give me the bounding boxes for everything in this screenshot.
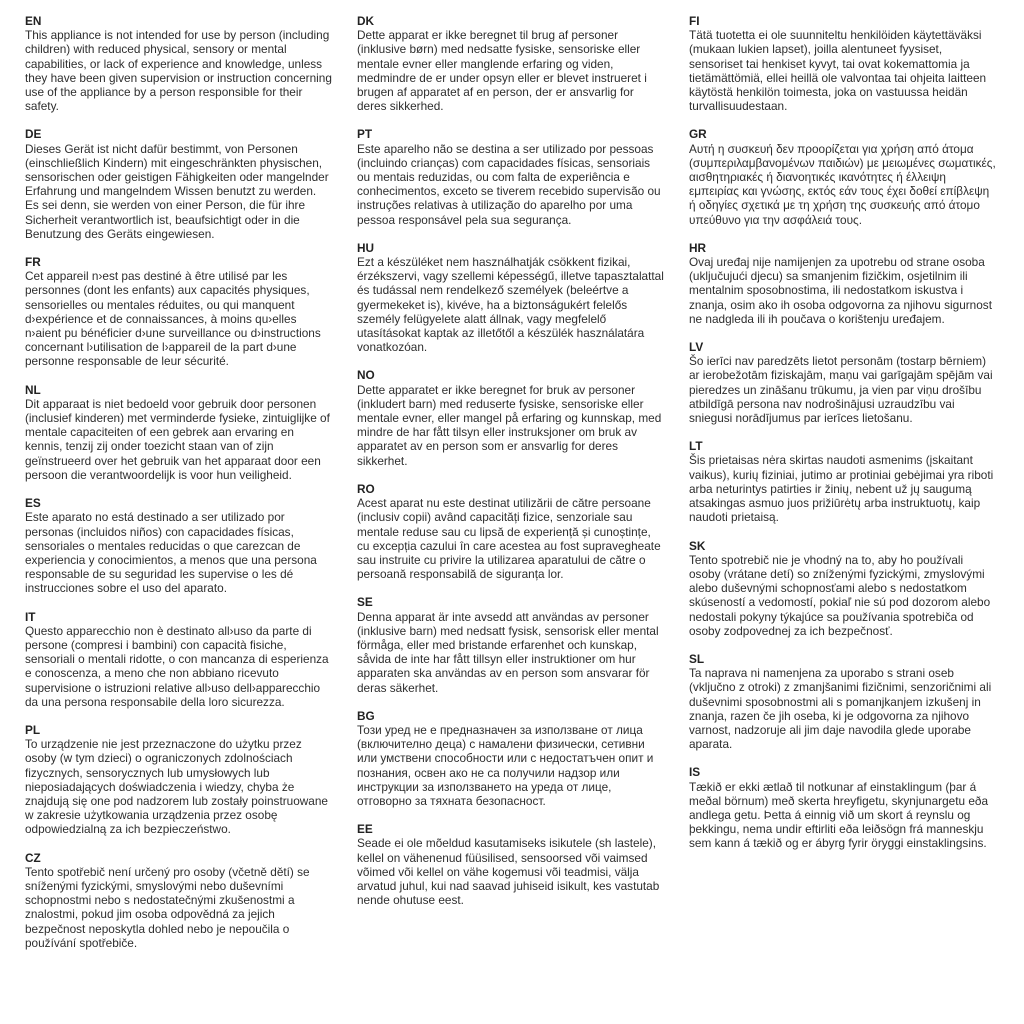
- language-text: Seade ei ole mõeldud kasutamiseks isikutele (sh lastele), kellel on vähenenud füüsilised, sensoorsed või vaimsed võimed või kellel on vähe kogemusi või teadmisi, välja arvatud juhul, kui nad saavad juhiseid isikult, kes vastutab nende ohutuse eest.: [357, 836, 660, 908]
- language-block-se: [357, 595, 665, 694]
- language-block-pl: [25, 723, 333, 837]
- language-code: LV: [689, 340, 704, 355]
- text-columns: [25, 14, 1012, 964]
- language-block-sl: [689, 652, 997, 751]
- language-text: Tento spotrebič nie je vhodný na to, aby ho používali osoby (vrátane detí) so zníženými fyzickými, zmyslovými alebo duševnými schopnosťami alebo s nedostatkom skúseností a vedomostí, pokiaľ nie sú pod dozorom alebo nedostali pokyny týkajúce sa používania spotrebiča od osoby zodpovednej za ich bezpečnosť.: [689, 552, 991, 638]
- language-block-nl: [25, 383, 333, 482]
- language-code: EN: [25, 14, 42, 28]
- language-code: NL: [25, 382, 41, 397]
- language-code: PT: [357, 127, 373, 142]
- language-block-ro: [357, 482, 665, 581]
- language-text: Denna apparat är inte avsedd att användas av personer (inklusive barn) med nedsatt fysisk, sensorisk eller mental förmåga, eller med bristande erfarenhet och kunskap, såvida de inte har fått tillsyn eller instruktioner om hur apparaten ska användas av en person som ansvarar för deras säkerhet.: [357, 609, 659, 695]
- language-block-ee: [357, 822, 665, 907]
- language-block-lt: [689, 439, 997, 524]
- language-code: HR: [689, 240, 707, 255]
- language-code: DE: [25, 127, 42, 142]
- column-1: [25, 14, 333, 964]
- language-text: Dit apparaat is niet bedoeld voor gebruik door personen (inclusief kinderen) met verminderde fysieke, zintuiglijke of mentale capaciteiten of een gebrek aan ervaring en kennis, tenzij zij onder toezicht staan van of zijn geïnstrueerd over het gebruik van het apparaat door een persoon die verantwoordelijk is voor hun veiligheid.: [25, 396, 330, 482]
- language-code: EE: [357, 822, 373, 837]
- language-block-es: [25, 496, 333, 595]
- language-block-fi: [689, 14, 997, 113]
- language-block-no: [357, 368, 665, 467]
- language-text: Tækið er ekki ætlað til notkunar af einstaklingum (þar á meðal börnum) með skerta hreyfigetu, skynjunargetu eða andlega getu. Þetta á einnig við um skort á reynslu og þekkingu, nema undir eftirliti eða leiðsögn frá manneskju sem kann á tækið og er ábyrg fyrir öryggi einstaklingsins.: [689, 779, 989, 851]
- language-block-dk: [357, 14, 665, 113]
- language-code: SE: [357, 595, 373, 610]
- language-block-en: [25, 14, 333, 113]
- language-text: Cet appareil n›est pas destiné à être utilisé par les personnes (dont les enfants) aux capacités physiques, sensorielles ou mentales réduites, ou qui manquent d›expérience et de connaissances, à moins qu›elles n›aient pu bénéficier d›une surveillance ou d›instructions concernant l›utilisation de l›appareil de la part d›une personne responsable de leur sécurité.: [25, 269, 321, 369]
- language-text: Este aparato no está destinado a ser utilizado por personas (incluidos niños) con capacidades físicas, sensoriales o mentales reducidas o que carezcan de experiencia y conocimientos, a menos que una persona responsable de su seguridad les supervise o les dé instrucciones sobre el uso del aparato.: [25, 510, 317, 596]
- language-block-is: [689, 765, 997, 850]
- language-text: This appliance is not intended for use by person (including children) with reduced physical, sensory or mental capabilities, or lack of experience and knowledge, unless they have been given supervision or instruction concerning use of the appliance by a person responsible for their safety.: [25, 28, 332, 114]
- language-code: IS: [689, 765, 701, 780]
- language-block-sk: [689, 539, 997, 638]
- language-text: Dette apparatet er ikke beregnet for bruk av personer (inkludert barn) med reduserte fysiske, sensoriske eller mentale evner, eller mangel på erfaring og kunnskap, med mindre de har fått tilsyn eller instruksjoner om bruk av apparatet av en person som er ansvarlig for deres sikkerhet.: [357, 382, 662, 468]
- language-block-cz: [25, 851, 333, 950]
- language-block-lv: [689, 340, 997, 425]
- language-code: ES: [25, 496, 41, 511]
- language-code: SL: [689, 651, 705, 666]
- language-block-it: [25, 610, 333, 709]
- language-text: Este aparelho não se destina a ser utilizado por pessoas (incluindo crianças) com capacidades físicas, sensoriais ou mentais reduzidas, ou com falta de experiência e conhecimentos, exceto se tiverem recebido supervisão ou instruções relativas à utilização do aparelho por uma pessoa responsável pela sua segurança.: [357, 141, 661, 227]
- language-text: Tento spotřebič není určený pro osoby (včetně dětí) se sníženými fyzickými, smyslovými nebo duševními schopnostmi nebo s nedostatečnými zkušenostmi a znalostmi, pokud jim osoba odpovědná za jejich bezpečnost neposkytla dohled nebo je nepoučila o používání spotřebiče.: [25, 864, 310, 950]
- language-text: To urządzenie nie jest przeznaczone do użytku przez osoby (w tym dzieci) o ograniczonych zdolnościach fizycznych, sensorycznych lub umysłowych lub nieposiadających doświadczenia i wiedzy, chyba że znajdują się one pod nadzorem lub zostały poinstruowane w zakresie użytkowania urządzenia przez osobę odpowiedzialną za ich bezpieczeństwo.: [25, 737, 328, 837]
- language-text: Dette apparat er ikke beregnet til brug af personer (inklusive børn) med nedsatte fysiske, sensoriske eller mentale evner eller manglende erfaring og viden, medmindre de er under opsyn eller er blevet instrueret i brugen af apparatet af en person, der er ansvarlig for deres sikkerhed.: [357, 28, 647, 114]
- language-text: Šo ierīci nav paredzēts lietot personām (tostarp bērniem) ar ierobežotām fiziskajām, maņu vai garīgajām spējām vai pieredzes un zināšanu trūkumu, ja vien par viņu drošību atbildīgā persona nav nodrošinājusi uzraudzību vai sniegusi norādījumus par ierīces lietošanu.: [689, 354, 993, 426]
- language-code: FI: [689, 14, 700, 28]
- language-code: CZ: [25, 850, 41, 865]
- language-text: Ezt a készüléket nem használhatják csökkent fizikai, érzékszervi, vagy szellemi képességű, illetve tapasztalattal és tudással nem rendelkező személyek (beleértve a gyermekeket is), kivéve, ha a biztonságukért felelős személy felügyelete alatt állnak, vagy megfelelő utasításokat kaptak az illetőtől a készülék használatára vonatkozóan.: [357, 255, 664, 355]
- language-block-fr: [25, 255, 333, 369]
- language-block-hu: [357, 241, 665, 355]
- column-2: [357, 14, 665, 964]
- language-code: RO: [357, 481, 375, 496]
- language-text: Šis prietaisas nėra skirtas naudoti asmenims (įskaitant vaikus), kurių fiziniai, jutimo ar protiniai gebėjimai yra riboti arba neturintys patirties ir žinių, nebent už jų saugumą atsakingas asmuo juos prižiūrėtų arba instruktuotų, kaip naudoti prietaisą.: [689, 453, 994, 525]
- language-code: LT: [689, 439, 703, 454]
- language-code: PL: [25, 722, 41, 737]
- language-text: Acest aparat nu este destinat utilizării de către persoane (inclusiv copii) având capacități fizice, senzoriale sau mentale reduse sau cu lipsă de experiență și cunoștințe, cu excepția cazului în care acestea au fost supravegheate sau instruite cu privire la utilizarea aparatului de către o persoană responsabilă de siguranța lor.: [357, 496, 661, 582]
- language-code: HU: [357, 240, 375, 255]
- language-code: SK: [689, 538, 706, 553]
- language-code: DK: [357, 14, 375, 28]
- language-code: IT: [25, 609, 36, 624]
- language-text: Този уред не е предназначен за използване от лица (включително деца) с намалени физически, сетивни или умствени способности или с недостатъчен опит и познания, освен ако не са получили надзор или инструкции за използването на уреда от лице, отговорно за тяхната безопасност.: [357, 722, 654, 808]
- column-3: [689, 14, 997, 964]
- language-code: NO: [357, 368, 375, 383]
- language-text: Ovaj uređaj nije namijenjen za upotrebu od strane osoba (uključujući djecu) sa smanjenim fizičkim, osjetilnim ili mentalnim sposobnostima, ili nedostatkom iskustva i znanja, osim ako ih osoba odgovorna za njihovu sigurnost ne nadgleda ili ih poučava o korištenju uređajem.: [689, 255, 992, 326]
- language-block-bg: [357, 709, 665, 808]
- language-code: GR: [689, 127, 707, 142]
- language-code: BG: [357, 708, 375, 723]
- language-block-de: [25, 127, 333, 241]
- language-text: Ta naprava ni namenjena za uporabo s strani oseb (vključno z otroki) z zmanjšanimi fizičnimi, senzoričnimi ali duševnimi sposobnostmi ali s pomanjkanjem izkušenj in znanja, razen če jih oseba, ki je odgovorna za njihovo varnost, nadzoruje ali jim daje navodila glede uporabe aparata.: [689, 666, 992, 752]
- language-text: Tätä tuotetta ei ole suunniteltu henkilöiden käytettäväksi (mukaan lukien lapset), joilla alentuneet fyysiset, sensoriset tai henkiset kyvyt, tai ovat kokemattomia ja tietämättömiä, ellei heillä ole valvontaa tai ohjeita laitteen käytöstä henkilön toimesta, joka on vastuussa heidän turvallisuudestaan.: [689, 28, 987, 114]
- language-code: FR: [25, 255, 41, 270]
- language-text: Αυτή η συσκευή δεν προορίζεται για χρήση από άτομα (συμπεριλαμβανομένων παιδιών) με μειωμένες σωματικές, αισθητηριακές ή διανοητικές ικανότητες ή έλλειψη εμπειρίας και γνώσης, εκτός εάν τους έχει δοθεί επίβλεψη ή οδηγίες σχετικά με τη χρήση της συσκευής από άτομο υπεύθυνο για την ασφάλειά τους.: [689, 141, 996, 227]
- language-block-gr: [689, 127, 997, 226]
- language-text: Questo apparecchio non è destinato all›uso da parte di persone (compresi i bambini) con capacità fisiche, sensoriali o mentali ridotte, o con mancanza di esperienza e conoscenza, a meno che non abbiano ricevuto supervisione o istruzioni relative all›uso dell›apparecchio da una persona responsabile della loro sicurezza.: [25, 623, 329, 709]
- language-text: Dieses Gerät ist nicht dafür bestimmt, von Personen (einschließlich Kindern) mit eingeschränkten physischen, sensorischen oder geistigen Fähigkeiten oder mangelnder Erfahrung und mangelndem Wissen benutzt zu werden. Es sei denn, sie werden von einer Person, die für ihre Sicherheit verantwortlich ist, beaufsichtigt oder in die Benutzung des Geräts eingewiesen.: [25, 141, 329, 241]
- language-block-pt: [357, 127, 665, 226]
- language-block-hr: [689, 241, 997, 326]
